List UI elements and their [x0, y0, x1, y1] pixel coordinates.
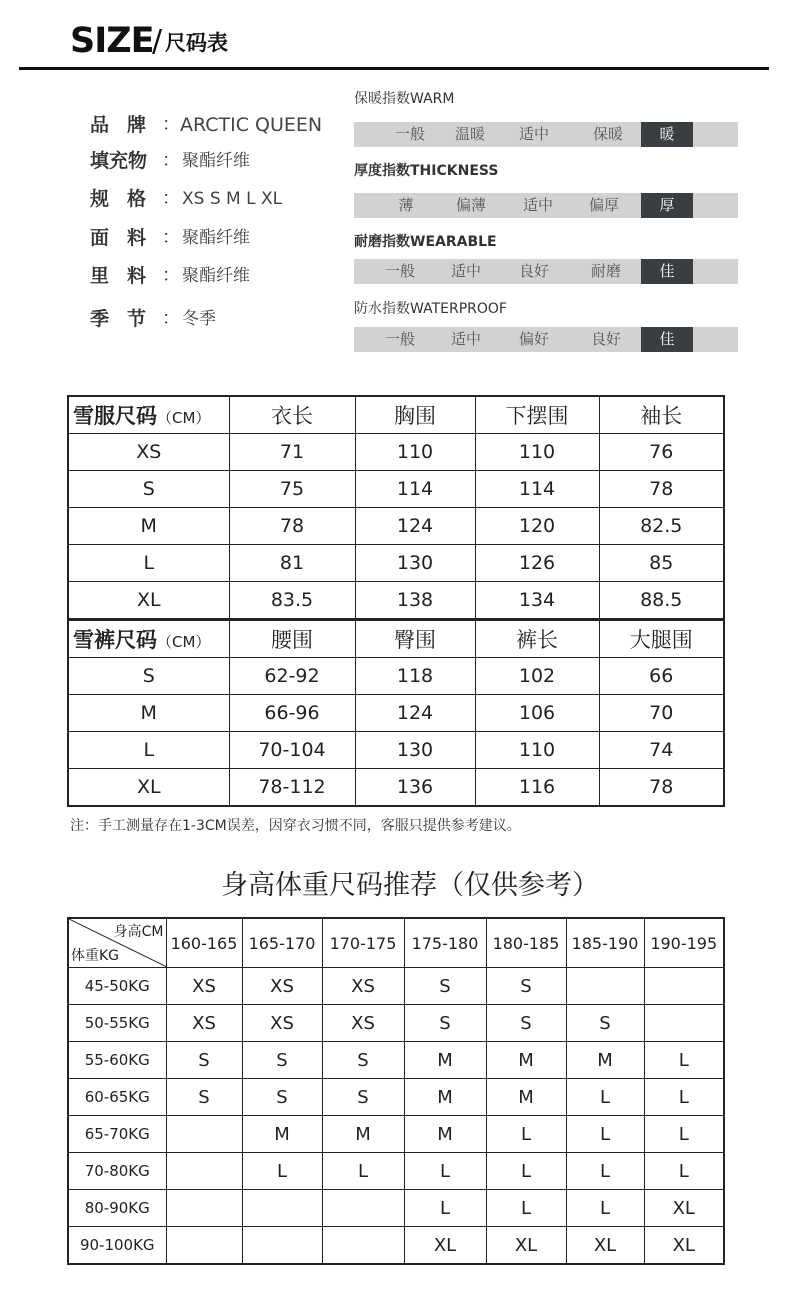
table-cell: 110 — [475, 434, 599, 471]
table-cell: 136 — [355, 769, 475, 807]
index-level: 耐磨 — [590, 262, 621, 280]
recommended-size-cell: S — [486, 1005, 566, 1042]
recommended-size-cell: XL — [486, 1227, 566, 1265]
table-cell: 114 — [475, 471, 599, 508]
recommended-size-cell: L — [404, 1190, 486, 1227]
measurement-note: 注：手工测量存在1-3CM误差，因穿衣习惯不同，客服只提供参考建议。 — [70, 818, 521, 834]
header-size-word: SIZE — [70, 21, 154, 61]
table-row — [68, 1116, 724, 1153]
recommended-size-cell: S — [242, 1042, 322, 1079]
column-header: 袖长 — [599, 396, 724, 434]
info-label: 里料 — [90, 265, 165, 287]
table-row — [68, 545, 724, 582]
table-cell: 124 — [355, 695, 475, 732]
column-header: 腰围 — [229, 620, 355, 658]
info-label: 季节 — [90, 308, 165, 330]
recommended-size-cell: S — [404, 968, 486, 1005]
index-level: 一般 — [394, 125, 425, 143]
recommended-size-cell — [644, 1005, 724, 1042]
table-cell: 110 — [355, 434, 475, 471]
info-value: 聚酯纤维 — [182, 266, 250, 286]
table-cell: 70 — [599, 695, 724, 732]
corner-weight-label: 体重KG — [71, 948, 120, 964]
warm-index-title: 保暖指数WARM — [354, 91, 455, 107]
recommend-header-row — [68, 918, 724, 968]
pants-title: 雪裤尺码 — [73, 628, 157, 652]
table-row — [68, 1153, 724, 1190]
recommended-size-cell: XS — [242, 968, 322, 1005]
table-cell: 102 — [475, 658, 599, 695]
info-colon: ： — [162, 114, 180, 135]
jacket-table-title — [68, 396, 229, 434]
info-value: 聚酯纤维 — [182, 228, 250, 248]
corner-cell — [68, 918, 166, 968]
recommended-size-cell: S — [486, 968, 566, 1005]
weight-label: 65-70KG — [68, 1116, 166, 1153]
recommended-size-cell: M — [486, 1042, 566, 1079]
table-row — [68, 1042, 724, 1079]
recommended-size-cell: L — [566, 1079, 644, 1116]
size-label: S — [68, 658, 229, 695]
recommended-size-cell: XL — [644, 1227, 724, 1265]
index-level: 良好 — [590, 330, 621, 348]
recommended-size-cell: L — [644, 1116, 724, 1153]
column-header: 胸围 — [355, 396, 475, 434]
column-header: 衣长 — [229, 396, 355, 434]
info-colon: ： — [162, 265, 180, 286]
recommended-size-cell: M — [486, 1079, 566, 1116]
recommended-size-cell: L — [566, 1190, 644, 1227]
index-level: 保暖 — [592, 125, 623, 143]
table-cell: 138 — [355, 582, 475, 620]
recommended-size-cell — [166, 1116, 242, 1153]
info-colon: ： — [162, 227, 180, 248]
info-label: 规格 — [90, 188, 165, 210]
index-level-selected: 佳 — [641, 327, 693, 352]
size-table — [67, 395, 725, 807]
column-header: 下摆围 — [475, 396, 599, 434]
table-row — [68, 1079, 724, 1116]
recommended-size-cell: XS — [322, 1005, 404, 1042]
index-level-selected: 佳 — [641, 259, 693, 284]
info-colon: ： — [162, 150, 180, 171]
table-row — [68, 769, 724, 807]
table-row — [68, 658, 724, 695]
table-cell: 110 — [475, 732, 599, 769]
size-label: L — [68, 732, 229, 769]
recommended-size-cell: M — [404, 1116, 486, 1153]
table-cell: 85 — [599, 545, 724, 582]
info-colon: ： — [162, 308, 180, 329]
recommended-size-cell: M — [404, 1042, 486, 1079]
pants-header-row — [68, 620, 724, 658]
info-label: 填充物 — [90, 150, 148, 172]
info-value: 冬季 — [182, 309, 216, 329]
recommended-size-cell: XS — [242, 1005, 322, 1042]
recommended-size-cell: L — [566, 1116, 644, 1153]
recommended-size-cell: L — [404, 1153, 486, 1190]
header-divider — [19, 67, 769, 70]
recommended-size-cell: L — [644, 1079, 724, 1116]
table-cell: 76 — [599, 434, 724, 471]
table-cell: 62-92 — [229, 658, 355, 695]
index-level: 适中 — [450, 262, 481, 280]
size-label: XL — [68, 582, 229, 620]
table-cell: 78 — [599, 471, 724, 508]
index-level: 薄 — [398, 196, 414, 214]
size-label: L — [68, 545, 229, 582]
table-cell: 83.5 — [229, 582, 355, 620]
recommended-size-cell: XS — [322, 968, 404, 1005]
table-cell: 116 — [475, 769, 599, 807]
column-header: 裤长 — [475, 620, 599, 658]
weight-label: 80-90KG — [68, 1190, 166, 1227]
recommended-size-cell — [644, 968, 724, 1005]
header-slash: / — [152, 24, 163, 59]
wear-index-title: 耐磨指数WEARABLE — [354, 234, 497, 250]
recommended-size-cell: XL — [404, 1227, 486, 1265]
table-cell: 66-96 — [229, 695, 355, 732]
index-level: 一般 — [384, 262, 415, 280]
thickness-index-title: 厚度指数THICKNESS — [354, 163, 499, 179]
table-cell: 130 — [355, 732, 475, 769]
pants-table-title — [68, 620, 229, 658]
recommended-size-cell: L — [644, 1042, 724, 1079]
recommended-size-cell: S — [242, 1079, 322, 1116]
table-row — [68, 732, 724, 769]
info-label: 面料 — [90, 227, 165, 249]
height-header: 190-195 — [644, 918, 724, 968]
recommended-size-cell: S — [566, 1005, 644, 1042]
weight-label: 50-55KG — [68, 1005, 166, 1042]
table-row — [68, 508, 724, 545]
column-header: 臀围 — [355, 620, 475, 658]
table-cell: 88.5 — [599, 582, 724, 620]
index-level: 适中 — [450, 330, 481, 348]
recommended-size-cell: M — [242, 1116, 322, 1153]
table-cell: 134 — [475, 582, 599, 620]
warm-index-bar — [354, 122, 738, 147]
weight-label: 60-65KG — [68, 1079, 166, 1116]
waterproof-index-bar — [354, 327, 738, 352]
info-colon: ： — [162, 188, 180, 209]
index-level-selected: 厚 — [641, 193, 693, 218]
info-label: 品牌 — [90, 114, 165, 136]
jacket-header-row — [68, 396, 724, 434]
index-level: 偏好 — [518, 330, 549, 348]
recommended-size-cell: M — [566, 1042, 644, 1079]
page-title: 尺码表 — [165, 31, 228, 55]
index-level: 适中 — [522, 196, 553, 214]
recommend-title: 身高体重尺码推荐（仅供参考） — [221, 870, 599, 901]
table-cell: 66 — [599, 658, 724, 695]
table-cell: 130 — [355, 545, 475, 582]
table-cell: 71 — [229, 434, 355, 471]
table-cell: 114 — [355, 471, 475, 508]
recommended-size-cell: L — [486, 1153, 566, 1190]
recommended-size-cell: S — [166, 1079, 242, 1116]
size-label: XL — [68, 769, 229, 807]
recommend-table — [67, 917, 725, 1265]
recommended-size-cell: L — [322, 1153, 404, 1190]
table-row — [68, 968, 724, 1005]
column-header: 大腿围 — [599, 620, 724, 658]
table-cell: 81 — [229, 545, 355, 582]
recommended-size-cell — [166, 1227, 242, 1265]
index-level: 温暖 — [454, 125, 485, 143]
recommended-size-cell: XS — [166, 1005, 242, 1042]
weight-label: 45-50KG — [68, 968, 166, 1005]
index-level: 偏薄 — [455, 196, 486, 214]
table-cell: 78 — [229, 508, 355, 545]
table-row — [68, 471, 724, 508]
height-header: 170-175 — [322, 918, 404, 968]
jacket-title: 雪服尺码 — [73, 404, 157, 428]
recommended-size-cell: M — [322, 1116, 404, 1153]
table-cell: 70-104 — [229, 732, 355, 769]
jacket-unit: （CM） — [157, 409, 211, 427]
table-cell: 78 — [599, 769, 724, 807]
table-cell: 78-112 — [229, 769, 355, 807]
recommended-size-cell — [166, 1153, 242, 1190]
size-label: S — [68, 471, 229, 508]
recommended-size-cell — [322, 1227, 404, 1265]
wear-index-bar — [354, 259, 738, 284]
recommended-size-cell: L — [644, 1153, 724, 1190]
table-cell: 82.5 — [599, 508, 724, 545]
recommended-size-cell: XL — [566, 1227, 644, 1265]
info-value: 聚酯纤维 — [182, 151, 250, 171]
index-level: 一般 — [384, 330, 415, 348]
height-header: 175-180 — [404, 918, 486, 968]
weight-label: 90-100KG — [68, 1227, 166, 1265]
recommended-size-cell: L — [242, 1153, 322, 1190]
recommended-size-cell: L — [566, 1153, 644, 1190]
table-row — [68, 695, 724, 732]
thickness-index-bar — [354, 193, 738, 218]
height-header: 180-185 — [486, 918, 566, 968]
index-level: 良好 — [518, 262, 549, 280]
index-level-selected: 暖 — [641, 122, 693, 147]
size-label: M — [68, 695, 229, 732]
table-row — [68, 1005, 724, 1042]
table-row — [68, 582, 724, 620]
weight-label: 70-80KG — [68, 1153, 166, 1190]
recommended-size-cell: XL — [644, 1190, 724, 1227]
recommended-size-cell: S — [322, 1079, 404, 1116]
recommended-size-cell: S — [322, 1042, 404, 1079]
table-cell: 74 — [599, 732, 724, 769]
waterproof-index-title: 防水指数WATERPROOF — [354, 301, 507, 317]
recommended-size-cell: L — [486, 1116, 566, 1153]
recommended-size-cell: XS — [166, 968, 242, 1005]
table-row — [68, 1190, 724, 1227]
table-cell: 118 — [355, 658, 475, 695]
table-cell: 106 — [475, 695, 599, 732]
recommended-size-cell: M — [404, 1079, 486, 1116]
pants-unit: （CM） — [157, 633, 211, 651]
table-cell: 75 — [229, 471, 355, 508]
corner-height-label: 身高CM — [113, 924, 164, 940]
table-cell: 126 — [475, 545, 599, 582]
size-label: M — [68, 508, 229, 545]
recommended-size-cell: S — [166, 1042, 242, 1079]
recommended-size-cell — [242, 1190, 322, 1227]
recommended-size-cell: L — [486, 1190, 566, 1227]
recommended-size-cell — [566, 968, 644, 1005]
table-cell: 120 — [475, 508, 599, 545]
info-value: XS S M L XL — [182, 189, 283, 209]
recommended-size-cell — [322, 1190, 404, 1227]
height-header: 185-190 — [566, 918, 644, 968]
table-cell: 124 — [355, 508, 475, 545]
table-row — [68, 434, 724, 471]
table-row — [68, 1227, 724, 1265]
weight-label: 55-60KG — [68, 1042, 166, 1079]
size-label: XS — [68, 434, 229, 471]
recommended-size-cell — [242, 1227, 322, 1265]
recommended-size-cell: S — [404, 1005, 486, 1042]
recommended-size-cell — [166, 1190, 242, 1227]
height-header: 165-170 — [242, 918, 322, 968]
index-level: 偏厚 — [588, 196, 619, 214]
index-level: 适中 — [518, 125, 549, 143]
height-header: 160-165 — [166, 918, 242, 968]
info-value: ARCTIC QUEEN — [180, 114, 323, 136]
